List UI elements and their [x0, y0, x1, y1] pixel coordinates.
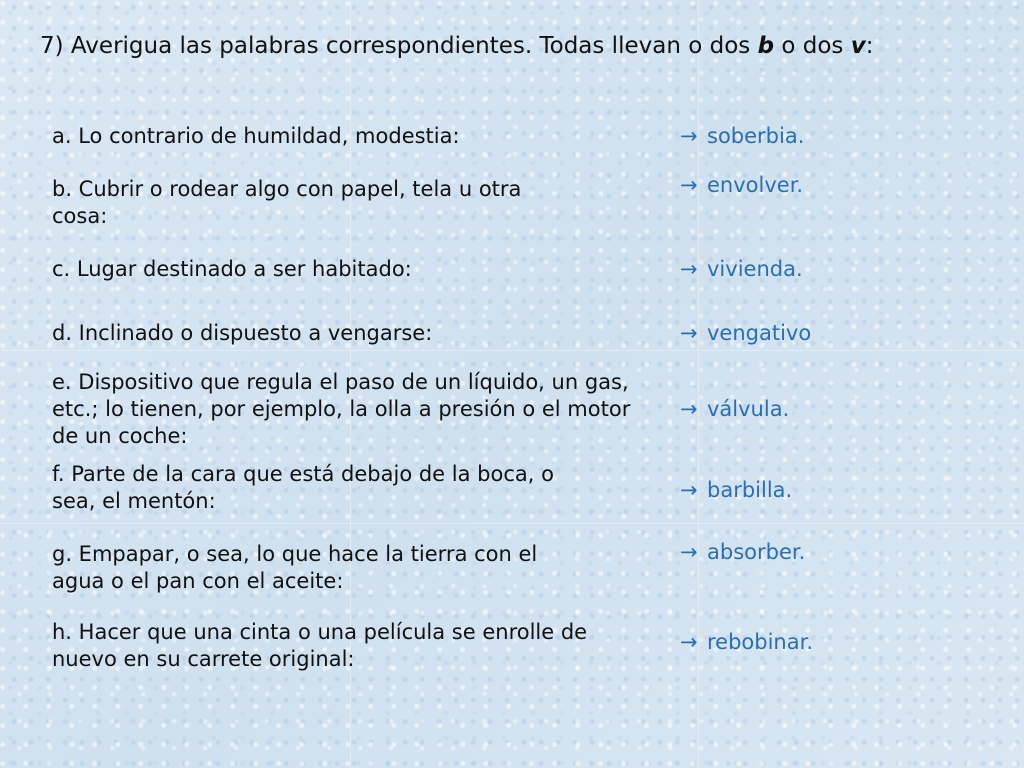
question-f: f. Parte de la cara que está debajo de la boca, o sea, el mentón: — [52, 462, 554, 513]
answer-text: soberbia. — [707, 124, 805, 148]
title-middle: o dos — [774, 33, 851, 59]
question-c: c. Lugar destinado a ser habitado: — [52, 257, 412, 281]
exercise-title — [40, 30, 1010, 62]
arrow-right-icon: → — [680, 124, 698, 148]
title-suffix: : — [865, 33, 874, 59]
answer-b — [680, 172, 980, 199]
question-b: b. Cubrir o rodear algo con papel, tela u otra cosa: — [52, 177, 522, 228]
answer-text: absorber. — [707, 540, 806, 564]
answer-text: vivienda. — [707, 257, 803, 281]
background-seam — [0, 523, 1024, 524]
question-d: d. Inclinado o dispuesto a vengarse: — [52, 321, 433, 345]
answer-h — [680, 629, 980, 656]
arrow-right-icon: → — [680, 173, 698, 197]
question-h: h. Hacer que una cinta o una película se enrolle de nuevo en su carrete original: — [52, 620, 588, 671]
answer-text: rebobinar. — [707, 630, 813, 654]
arrow-right-icon: → — [680, 257, 698, 281]
title-prefix: 7) Averigua las palabras correspondientes. Todas llevan o dos — [40, 33, 758, 59]
arrow-right-icon: → — [680, 540, 698, 564]
answer-e — [680, 396, 980, 423]
arrow-right-icon: → — [680, 321, 698, 345]
title-letter-b: b — [757, 33, 775, 59]
answer-a — [680, 123, 980, 150]
answer-c — [680, 256, 980, 283]
arrow-right-icon: → — [680, 630, 698, 654]
title-letter-v: v — [850, 33, 866, 59]
answer-text: válvula. — [707, 397, 790, 421]
background-seam — [0, 350, 1024, 351]
answer-text: vengativo — [707, 321, 812, 345]
answer-d — [680, 320, 980, 347]
question-g: g. Empapar, o sea, lo que hace la tierra con el agua o el pan con el aceite: — [52, 542, 538, 593]
arrow-right-icon: → — [680, 397, 698, 421]
arrow-right-icon: → — [680, 478, 698, 502]
answer-g — [680, 539, 980, 566]
answer-text: envolver. — [707, 173, 804, 197]
question-e: e. Dispositivo que regula el paso de un líquido, un gas, etc.; lo tienen, por ejemplo, la olla a presión o el motor de un coche: — [52, 370, 631, 448]
question-a: a. Lo contrario de humildad, modestia: — [52, 124, 460, 148]
answer-f — [680, 477, 980, 504]
answer-text: barbilla. — [707, 478, 793, 502]
